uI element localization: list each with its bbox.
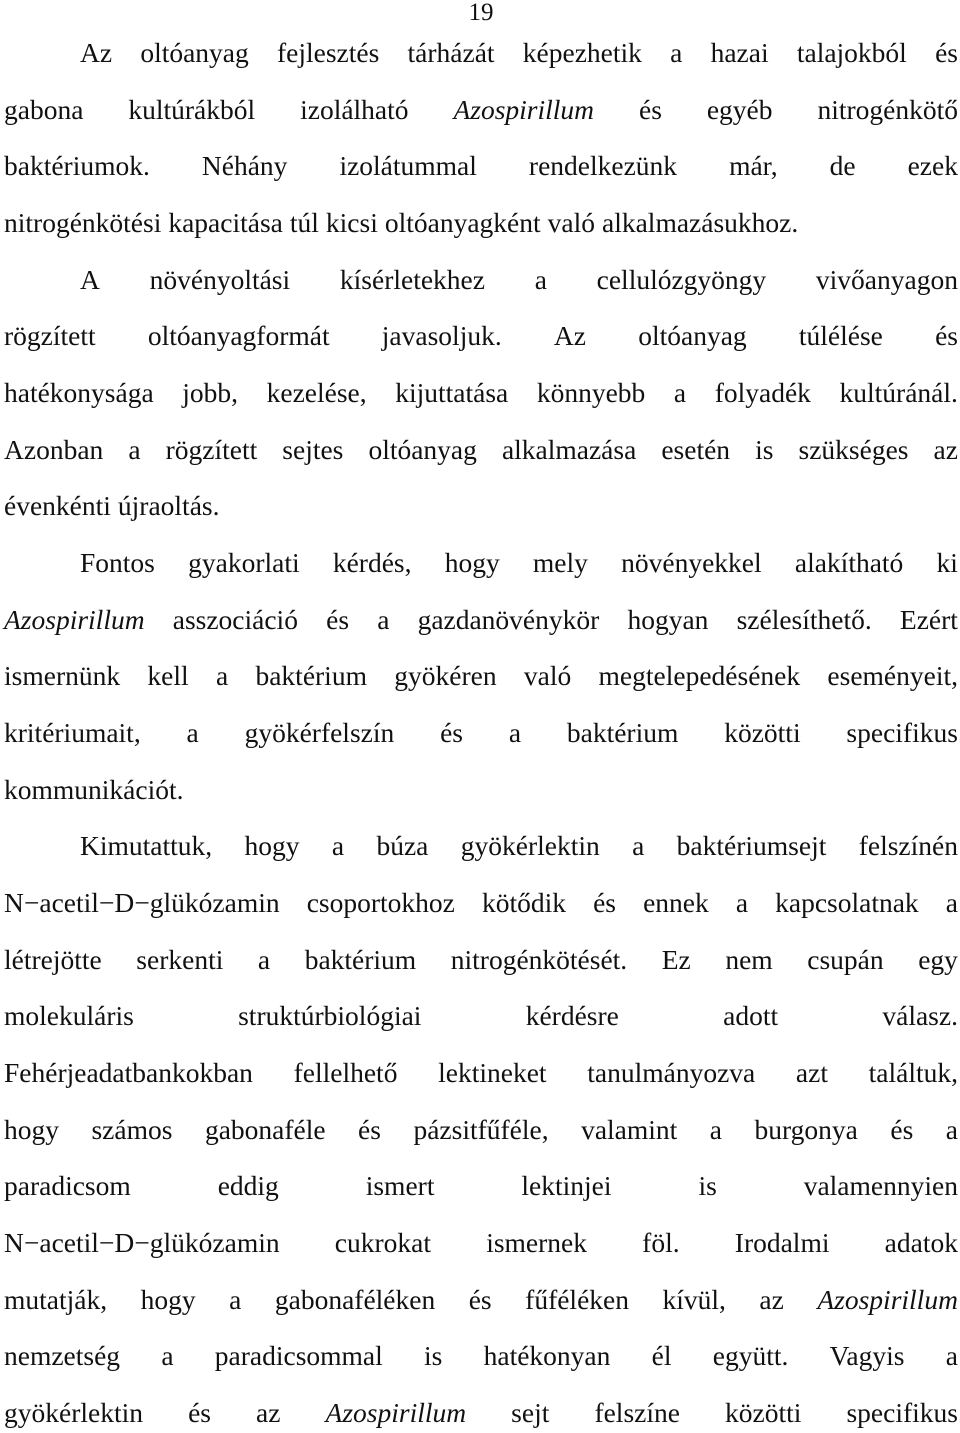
text-line [4, 486, 958, 526]
word: növényekkel [621, 547, 762, 578]
italic-term: Azospirillum [325, 1397, 467, 1429]
word: esetén [661, 433, 731, 465]
word: és [593, 887, 616, 919]
word: vivőanyagon [815, 263, 958, 295]
italic-term: Azospirillum [4, 603, 145, 635]
word: nitrogénkötő [817, 93, 958, 125]
word: gyökérlektin [4, 1397, 143, 1429]
text-line [4, 1223, 958, 1263]
word: alkalmazásukhoz. [602, 207, 799, 238]
word: a [161, 1340, 174, 1372]
word: baktérium [566, 717, 679, 748]
word: gyökérfelszín [244, 717, 395, 748]
word: paradicsom [4, 1170, 131, 1202]
word: csupán [807, 943, 884, 975]
word: sejt [511, 1397, 550, 1429]
word: jobb, [182, 377, 239, 408]
word: túl [289, 207, 319, 238]
word: Az [553, 320, 586, 352]
word: gazdanövénykör [417, 603, 600, 635]
word: Azonban [4, 433, 104, 465]
word: gyökéren [394, 660, 497, 692]
word: kísérletekhez [339, 263, 485, 295]
text-line [4, 146, 958, 186]
word: és [890, 1113, 914, 1145]
word [326, 1393, 467, 1433]
word: burgonya [754, 1113, 858, 1145]
word: hogyan [627, 603, 709, 635]
word: már, [729, 150, 778, 182]
word: közötti [725, 1397, 802, 1429]
word: baktérium [304, 943, 417, 975]
word: ismert [365, 1170, 435, 1202]
word: javasoljuk. [381, 320, 502, 352]
word: oltóanyag [140, 37, 249, 68]
word: csoportokhoz [306, 887, 455, 919]
word: baktérium [255, 660, 367, 692]
word: fejlesztés [277, 37, 380, 68]
word: a [945, 1113, 958, 1145]
word: valamint [581, 1113, 678, 1145]
word: találtuk, [868, 1057, 958, 1089]
word: lektinjei [521, 1170, 612, 1202]
word: a [508, 717, 522, 748]
word: is [755, 433, 774, 465]
word [4, 600, 145, 640]
word: való [547, 207, 595, 238]
word: kommunikációt. [4, 773, 184, 805]
word: adatok [884, 1227, 958, 1259]
word: adott [723, 1000, 779, 1032]
word: az [256, 1397, 281, 1429]
word: felszínén [858, 830, 958, 862]
word: a [945, 887, 958, 919]
word: hatékonyan [483, 1340, 611, 1372]
text-line [4, 1053, 958, 1093]
word: kritériumait, [4, 717, 141, 748]
word: oltóanyagformát [147, 320, 330, 352]
word: a [128, 433, 141, 465]
word: a [215, 660, 229, 692]
word: de [829, 150, 856, 182]
word: paradicsommal [214, 1340, 383, 1372]
word: a [229, 1283, 242, 1315]
word: specifikus [846, 717, 958, 748]
word: a [673, 377, 687, 408]
text-line [4, 770, 958, 810]
word: molekuláris [4, 1000, 134, 1032]
word: tárházát [407, 37, 495, 68]
word: felszíne [594, 1397, 680, 1429]
word: hogy [140, 1283, 196, 1315]
word: gabona [4, 93, 84, 125]
word: válasz. [882, 1000, 958, 1032]
word: Néhány [201, 150, 288, 182]
word: hogy [444, 547, 500, 578]
word: N−acetil−D−glükózamin [4, 1227, 280, 1259]
word: alakítható [794, 547, 904, 578]
word: képezhetik [522, 37, 642, 68]
word: újraoltás. [117, 490, 220, 522]
text-line [4, 656, 958, 696]
word: ismernünk [4, 660, 121, 692]
word: nemzetség [4, 1340, 121, 1372]
text-line [4, 1393, 958, 1433]
word: él [651, 1340, 672, 1372]
word: évenkénti [4, 490, 111, 522]
word: és [358, 1113, 381, 1145]
word: és [935, 37, 958, 68]
word: föl. [642, 1227, 680, 1259]
text-line [4, 1280, 958, 1320]
word: Fontos [80, 547, 155, 578]
word: azt [795, 1057, 828, 1089]
text-line [4, 90, 958, 130]
word: kultúránál. [839, 377, 958, 408]
word: gabonaféle [204, 1113, 326, 1145]
text-line [80, 260, 958, 300]
word: izolálható [300, 93, 409, 125]
word: egyéb [706, 93, 773, 125]
word: a [534, 263, 547, 295]
word [453, 90, 594, 130]
word: való [523, 660, 572, 692]
text-line [4, 373, 958, 413]
word: a [632, 830, 645, 862]
word: sejtes [282, 433, 344, 465]
word: Kimutattuk, [80, 830, 213, 862]
word: szükséges [798, 433, 909, 465]
word: a [945, 1340, 958, 1372]
text-line [4, 430, 958, 470]
italic-term: Azospirillum [817, 1283, 958, 1315]
word: a [186, 717, 199, 748]
word: alkalmazása [501, 433, 637, 465]
word: a [709, 1113, 723, 1145]
word: Vagyis [829, 1340, 905, 1372]
word: számos [91, 1113, 173, 1145]
text-line [4, 1336, 958, 1376]
word: oltóanyag [368, 433, 477, 465]
word: lektineket [438, 1057, 547, 1089]
word: ismernek [486, 1227, 587, 1259]
word: kell [147, 660, 189, 692]
word: pázsitfűféle, [413, 1113, 549, 1145]
word: N−acetil−D−glükózamin [4, 887, 280, 919]
word: gyökérlektin [460, 830, 600, 862]
word: a [331, 830, 345, 862]
word: tanulmányozva [587, 1057, 756, 1089]
word [817, 1280, 958, 1320]
word: oltóanyagként [384, 207, 541, 238]
word: és [326, 603, 350, 635]
word: mely [532, 547, 588, 578]
word: nitrogénkötési [4, 207, 162, 238]
word: kezelése, [266, 377, 367, 408]
word: eddig [217, 1170, 279, 1202]
word: oltóanyag [638, 320, 747, 352]
word: ki [936, 547, 958, 578]
word: folyadék [714, 377, 811, 408]
word: nem [725, 943, 773, 975]
word: túlélése [798, 320, 883, 352]
text-line [4, 996, 958, 1036]
word: a [735, 887, 749, 919]
word: ennek [643, 887, 709, 919]
word: gyakorlati [188, 547, 300, 578]
word: és [440, 717, 463, 748]
word: kötődik [481, 887, 566, 919]
word: együtt. [712, 1340, 789, 1372]
word: eseményeit, [827, 660, 958, 692]
word: kívül, [662, 1283, 726, 1315]
word: rendelkezünk [528, 150, 678, 182]
word: az [759, 1283, 784, 1315]
word: hogy [4, 1113, 59, 1145]
word: valamennyien [803, 1170, 958, 1202]
word: is [698, 1170, 717, 1202]
word: is [424, 1340, 443, 1372]
word: kicsi [325, 207, 378, 238]
word: Fehérjeadatbankokban [4, 1057, 253, 1089]
word: hatékonysága [4, 377, 154, 408]
text-line [80, 543, 958, 583]
word: baktériumok. [4, 150, 150, 182]
text-line [4, 600, 958, 640]
text-line [4, 1166, 958, 1206]
word: mutatják, [4, 1283, 108, 1315]
word: struktúrbiológiai [238, 1000, 422, 1032]
word: cukrokat [334, 1227, 432, 1259]
text-line [80, 33, 958, 73]
word: búza [376, 830, 429, 862]
word: ezek [907, 150, 958, 182]
word: és [188, 1397, 211, 1429]
word: Irodalmi [734, 1227, 830, 1259]
word: specifikus [846, 1397, 958, 1429]
text-line [4, 1110, 958, 1150]
word: Az [80, 37, 113, 68]
word: és [468, 1283, 492, 1315]
word: hazai [710, 37, 769, 68]
word: az [933, 433, 958, 465]
word: nitrogénkötését. [450, 943, 628, 975]
word: asszociáció [172, 603, 298, 635]
text-line [80, 826, 958, 866]
word: a [670, 37, 683, 68]
word: fűféléken [525, 1283, 629, 1315]
word: kérdés, [332, 547, 412, 578]
word: megtelepedésének [598, 660, 801, 692]
word: kérdésre [525, 1000, 619, 1032]
word: kapacitása [168, 207, 283, 238]
word: növényoltási [149, 263, 291, 295]
word: egy [918, 943, 958, 975]
word: kapcsolatnak [775, 887, 919, 919]
word: és [638, 93, 662, 125]
text-line [4, 940, 958, 980]
word: talajokból [796, 37, 907, 68]
text-line [4, 713, 958, 753]
word: A [80, 263, 100, 295]
word: rögzített [165, 433, 258, 465]
word: cellulózgyöngy [596, 263, 767, 295]
word: a [257, 943, 271, 975]
word: fellelhető [293, 1057, 398, 1089]
word: baktériumsejt [676, 830, 827, 862]
word: rögzített [4, 320, 96, 352]
page-number: 19 [468, 0, 494, 26]
word: gabonaféléken [274, 1283, 436, 1315]
italic-term: Azospirillum [453, 93, 595, 125]
word: hogy [244, 830, 300, 862]
text-line [4, 883, 958, 923]
word: serkenti [136, 943, 224, 975]
word: és [935, 320, 958, 352]
word: kultúrákból [128, 93, 256, 125]
word: Ez [661, 943, 691, 975]
word: könnyebb [536, 377, 646, 408]
word: létrejötte [4, 943, 102, 975]
text-line [4, 316, 958, 356]
word: a [377, 603, 390, 635]
text-line [4, 203, 958, 243]
word: közötti [724, 717, 801, 748]
word: kijuttatása [395, 377, 509, 408]
word: Ezért [899, 603, 958, 635]
word: szélesíthető. [736, 603, 872, 635]
word: izolátummal [339, 150, 477, 182]
